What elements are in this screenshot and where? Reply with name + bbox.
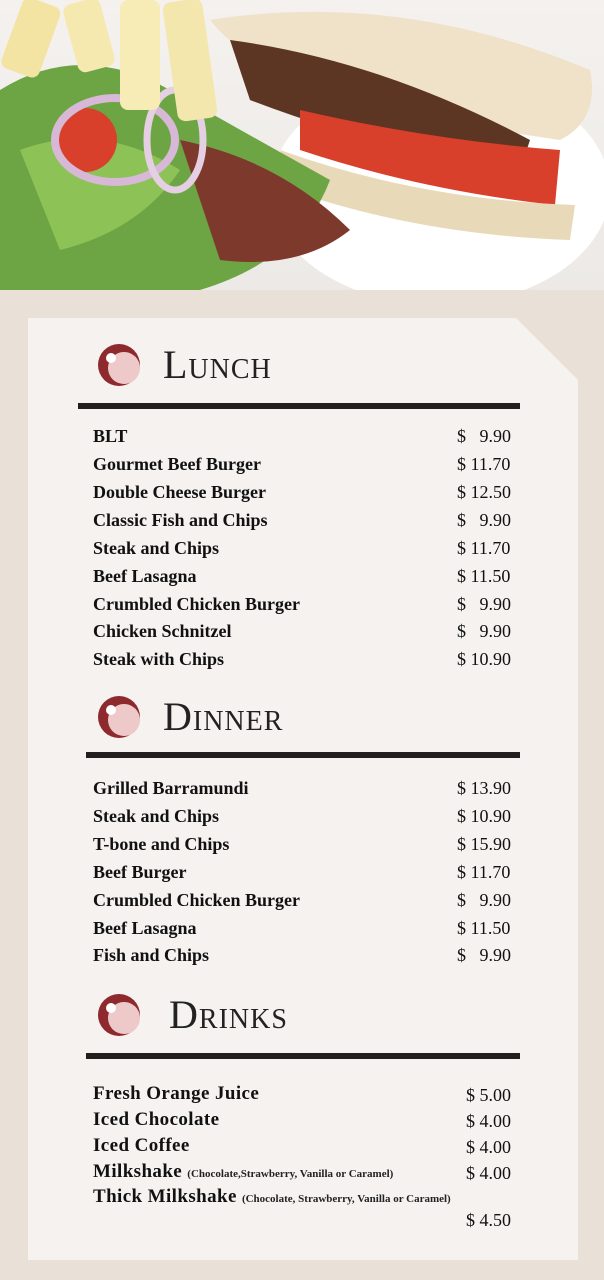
item-name: Crumbled Chicken Burger bbox=[93, 594, 300, 614]
item-name: Steak with Chips bbox=[93, 649, 225, 669]
item-price: $ 12.50 bbox=[457, 482, 511, 502]
item-price: $ 11.70 bbox=[457, 862, 511, 882]
item-price: $ 9.90 bbox=[457, 510, 511, 530]
drink-item bbox=[93, 1186, 533, 1232]
item-price: $ 10.90 bbox=[457, 649, 511, 669]
item-price: $ 11.50 bbox=[457, 566, 511, 586]
drinks-heading bbox=[97, 993, 288, 1037]
item-price: $ 11.70 bbox=[457, 454, 511, 474]
item-name: T-bone and Chips bbox=[93, 834, 230, 854]
menu-item bbox=[93, 510, 513, 536]
menu-item bbox=[93, 918, 513, 944]
dinner-divider bbox=[86, 752, 520, 758]
item-name: Steak and Chips bbox=[93, 538, 220, 558]
restaurant-logo-icon bbox=[97, 993, 141, 1037]
sandwich-salad-illustration bbox=[0, 0, 604, 290]
item-price: $ 13.90 bbox=[457, 778, 511, 798]
item-name: Steak and Chips bbox=[93, 806, 220, 826]
menu-item bbox=[93, 482, 513, 508]
item-price: $ 9.90 bbox=[457, 945, 511, 965]
item-name: Classic Fish and Chips bbox=[93, 510, 268, 530]
drink-item bbox=[93, 1083, 533, 1109]
menu-item bbox=[93, 426, 513, 452]
dinner-heading bbox=[97, 695, 283, 739]
item-price: $ 10.90 bbox=[457, 806, 511, 826]
drinks-divider bbox=[86, 1053, 520, 1059]
item-name bbox=[93, 1161, 393, 1183]
menu-item bbox=[93, 454, 513, 480]
menu-item bbox=[93, 945, 513, 971]
item-name bbox=[93, 1186, 451, 1208]
drink-name: Milkshake bbox=[93, 1161, 183, 1182]
menu-item bbox=[93, 862, 513, 888]
item-price: $ 9.90 bbox=[457, 594, 511, 614]
item-name: Gourmet Beef Burger bbox=[93, 454, 261, 474]
lunch-divider bbox=[78, 403, 520, 409]
restaurant-logo-icon bbox=[97, 695, 141, 739]
menu-item bbox=[93, 538, 513, 564]
drink-name: Thick Milkshake bbox=[93, 1186, 237, 1207]
item-name: Fish and Chips bbox=[93, 945, 210, 965]
item-name: Iced Chocolate bbox=[93, 1109, 220, 1130]
item-name: Crumbled Chicken Burger bbox=[93, 890, 300, 910]
drink-note: (Chocolate, Strawberry, Vanilla or Caramel) bbox=[241, 1193, 451, 1205]
item-price: $ 15.90 bbox=[457, 834, 511, 854]
item-price: $ 5.00 bbox=[466, 1085, 511, 1105]
item-name: Double Cheese Burger bbox=[93, 482, 266, 502]
menu-item bbox=[93, 649, 513, 675]
drink-item bbox=[93, 1135, 533, 1161]
menu-item bbox=[93, 621, 513, 647]
menu-item bbox=[93, 566, 513, 592]
item-name: Beef Lasagna bbox=[93, 918, 197, 938]
hero-food-photo bbox=[0, 0, 604, 290]
item-name: Beef Lasagna bbox=[93, 566, 197, 586]
lunch-heading bbox=[97, 343, 272, 387]
menu-item bbox=[93, 806, 513, 832]
drink-item bbox=[93, 1109, 533, 1135]
menu-item bbox=[93, 778, 513, 804]
item-name: Iced Coffee bbox=[93, 1135, 190, 1156]
item-name: Chicken Schnitzel bbox=[93, 621, 232, 641]
item-name: BLT bbox=[93, 426, 128, 446]
item-price: $ 11.70 bbox=[457, 538, 511, 558]
drinks-title: Drinks bbox=[169, 992, 288, 1037]
lunch-title: Lunch bbox=[163, 342, 272, 387]
dinner-title: Dinner bbox=[163, 694, 284, 739]
menu-item bbox=[93, 834, 513, 860]
item-price: $ 9.90 bbox=[457, 426, 511, 446]
restaurant-logo-icon bbox=[97, 343, 141, 387]
menu-item bbox=[93, 594, 513, 620]
drink-note: (Chocolate,Strawberry, Vanilla or Caramel) bbox=[187, 1168, 394, 1180]
item-price: $ 4.50 bbox=[466, 1210, 511, 1230]
item-name: Beef Burger bbox=[93, 862, 187, 882]
item-name: Grilled Barramundi bbox=[93, 778, 249, 798]
item-price: $ 9.90 bbox=[457, 621, 511, 641]
drink-item bbox=[93, 1161, 533, 1187]
menu-item bbox=[93, 890, 513, 916]
item-name: Fresh Orange Juice bbox=[93, 1083, 260, 1104]
item-price: $ 4.00 bbox=[466, 1163, 511, 1183]
item-price: $ 4.00 bbox=[466, 1111, 511, 1131]
item-price: $ 9.90 bbox=[457, 890, 511, 910]
item-price: $ 11.50 bbox=[457, 918, 511, 938]
item-price: $ 4.00 bbox=[466, 1137, 511, 1157]
